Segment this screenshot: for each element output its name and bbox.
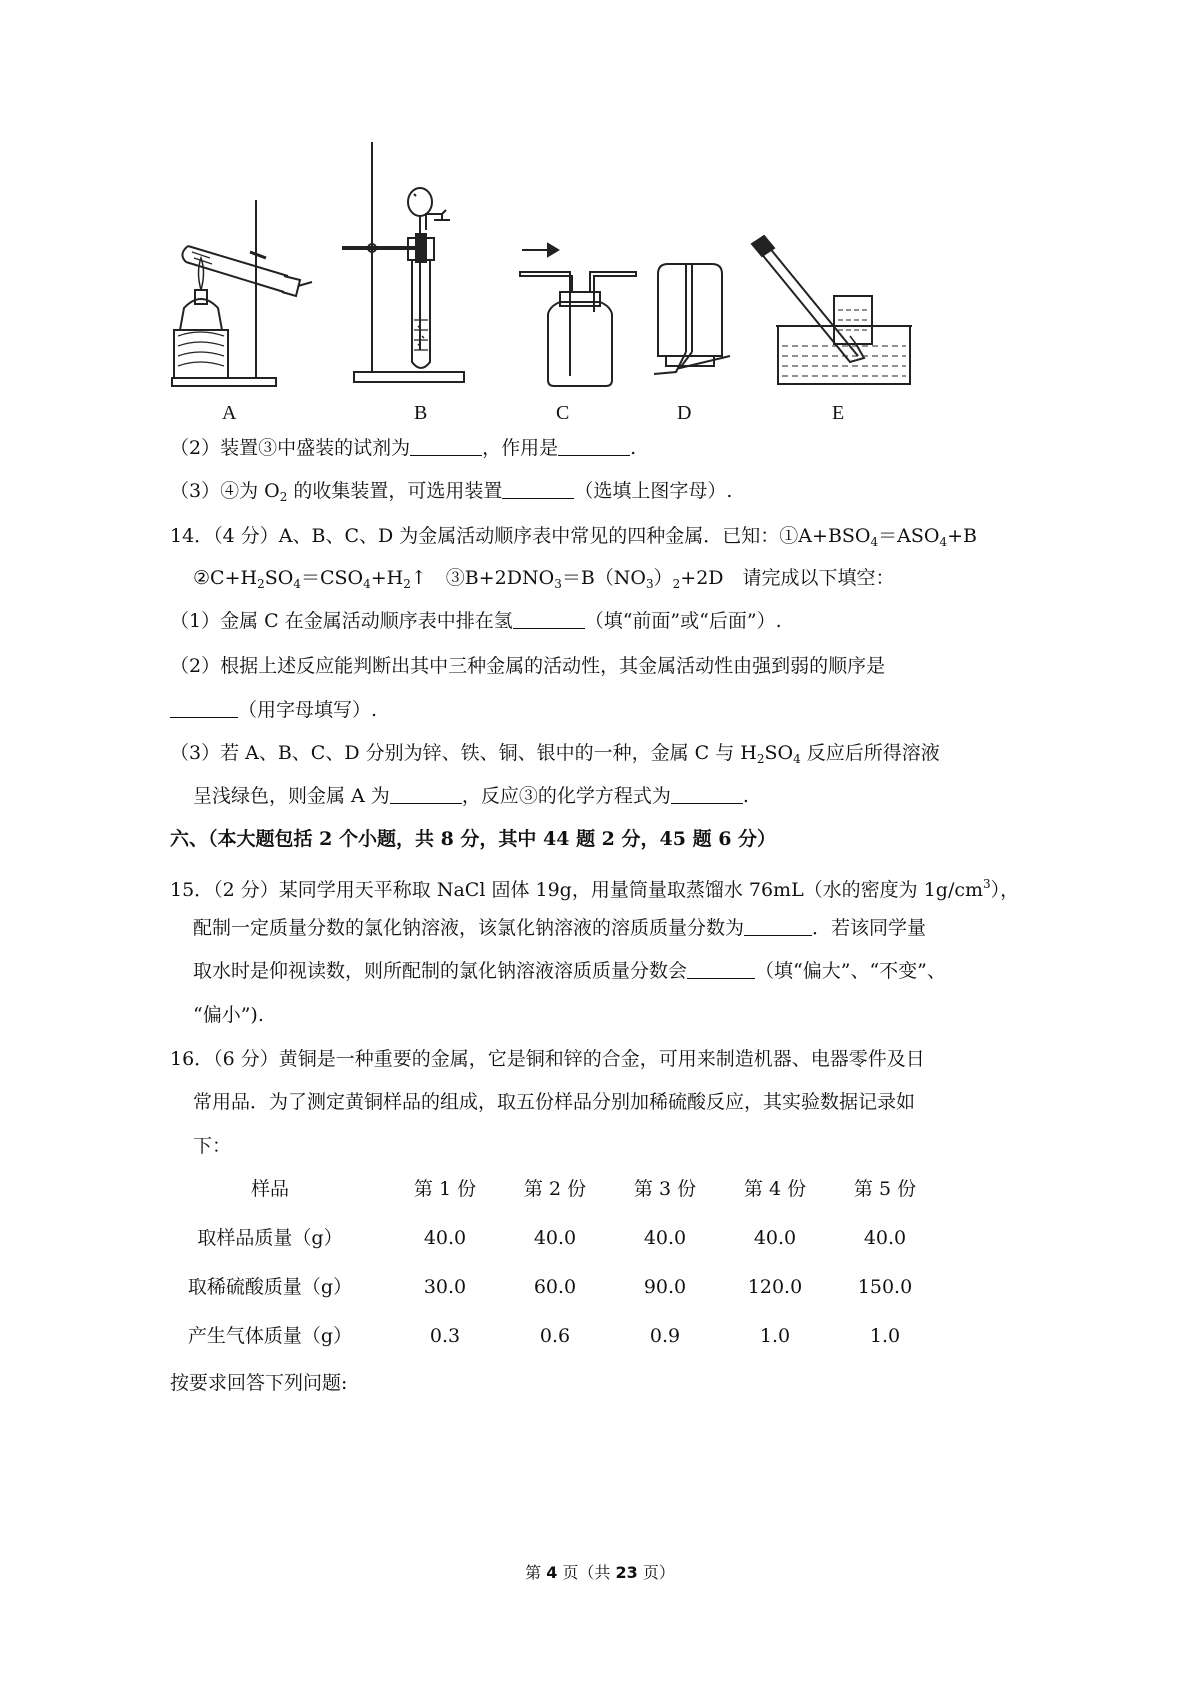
figure-label-d: D xyxy=(677,402,692,424)
table-row-label: 取稀硫酸质量（g） xyxy=(187,1276,353,1298)
table-cell: 60.0 xyxy=(533,1276,577,1298)
q14-part3-text: . xyxy=(742,785,749,807)
q13-part2-text-b: ，作用是 xyxy=(482,437,559,459)
footer-text: 页） xyxy=(637,1563,675,1582)
subscript: 2 xyxy=(672,577,681,591)
subscript: 4 xyxy=(939,535,948,549)
q14-part3-text: ，反应③的化学方程式为 xyxy=(461,785,671,807)
q15-text: ）， xyxy=(990,879,1020,901)
q16-line2: 常用品．为了测定黄铜样品的组成，取五份样品分别加稀硫酸反应，其实验数据记录如 xyxy=(193,1091,916,1113)
q14-text: +H xyxy=(370,567,404,589)
q14-part3-text: 反应后所得溶液 xyxy=(800,742,940,764)
table-cell: 1.0 xyxy=(869,1325,901,1347)
table-row xyxy=(185,1321,945,1351)
q13-part3-text-b: 的收集装置，可选用装置 xyxy=(287,480,503,502)
apparatus-e xyxy=(752,236,912,384)
q14-part1-text-b: （填“前面”或“后面”）. xyxy=(584,610,782,632)
subscript: 4 xyxy=(293,577,301,591)
table-header-cell: 第 2 份 xyxy=(523,1178,587,1200)
subscript: 4 xyxy=(793,752,801,766)
answer-blank[interactable] xyxy=(671,785,743,804)
q14-part3-cont xyxy=(193,783,749,809)
table-cell: 40.0 xyxy=(753,1227,797,1249)
answer-blank[interactable] xyxy=(170,699,238,718)
q16-line3: 下： xyxy=(193,1135,232,1157)
answer-blank[interactable] xyxy=(744,917,812,936)
q15-line1 xyxy=(170,871,1019,903)
page-footer xyxy=(0,1560,1200,1583)
subscript: 3 xyxy=(554,577,562,591)
answer-blank[interactable] xyxy=(410,437,482,456)
apparatus-drawing xyxy=(170,140,950,430)
table-row-label: 产生气体质量（g） xyxy=(187,1325,353,1347)
q14-text: ↑ ③B+2DNO xyxy=(410,567,555,589)
q14-text: +2D 请完成以下填空： xyxy=(680,567,895,589)
answer-blank[interactable] xyxy=(687,960,755,979)
table-header-cell: 第 1 份 xyxy=(413,1178,477,1200)
table-cell: 40.0 xyxy=(533,1227,577,1249)
q13-part2 xyxy=(170,435,636,461)
q13-part2-text-c: . xyxy=(630,437,637,459)
table-cell: 0.9 xyxy=(649,1325,681,1347)
q14-text: 14．（4 分）A、B、C、D 为金属活动顺序表中常见的四种金属．已知：①A+BSO xyxy=(170,525,871,547)
q15-text: 配制一定质量分数的氯化钠溶液，该氯化钠溶液的溶质质量分数为 xyxy=(193,917,745,939)
q14-part3-text: （3）若 A、B、C、D 分别为锌、铁、铜、银中的一种，金属 C 与 H xyxy=(170,742,757,764)
apparatus-c xyxy=(520,244,636,386)
page-total: 23 xyxy=(615,1563,638,1582)
q15-line2 xyxy=(193,915,926,941)
table-row xyxy=(185,1223,945,1253)
q14-part2-cont xyxy=(170,697,377,723)
table-header-cell: 第 3 份 xyxy=(633,1178,697,1200)
table-cell: 40.0 xyxy=(643,1227,687,1249)
subscript: 2 xyxy=(257,577,265,591)
subscript: 4 xyxy=(870,535,879,549)
apparatus-a xyxy=(172,200,312,386)
subscript: 2 xyxy=(756,752,765,766)
q14-part1-text: （1）金属 C 在金属活动顺序表中排在氢 xyxy=(170,610,513,632)
table-header-cell: 第 4 份 xyxy=(743,1178,807,1200)
q15-line3 xyxy=(193,958,946,984)
page-number: 4 xyxy=(546,1563,558,1582)
q14-text: ＝B（NO xyxy=(561,567,646,589)
table-row-label: 取样品质量（g） xyxy=(197,1227,343,1249)
q15-text: 15．（2 分）某同学用天平称取 NaCl 固体 19g，用量筒量取蒸馏水 76mL（水的密度为 1g/cm xyxy=(170,879,984,901)
answer-blank[interactable] xyxy=(390,785,462,804)
apparatus-d xyxy=(654,264,730,374)
q14-text: ②C+H xyxy=(193,567,258,589)
table-cell: 0.3 xyxy=(429,1325,461,1347)
q13-part3 xyxy=(170,478,732,510)
table-cell: 1.0 xyxy=(759,1325,791,1347)
apparatus-figure xyxy=(170,140,950,430)
table-row xyxy=(185,1272,945,1302)
table-cell: 40.0 xyxy=(863,1227,907,1249)
q14-text: ＝CSO xyxy=(300,567,364,589)
q14-stem-line1 xyxy=(170,523,977,555)
figure-label-c: C xyxy=(556,402,570,424)
q14-part2 xyxy=(170,653,885,679)
section-heading: 六、（本大题包括 2 个小题，共 8 分，其中 44 题 2 分，45 题 6 分） xyxy=(170,828,777,850)
q14-part3-text: 呈浅绿色，则金属 A 为 xyxy=(193,785,390,807)
figure-label-e: E xyxy=(832,402,845,424)
q14-text: ） xyxy=(653,567,673,589)
table-cell: 90.0 xyxy=(643,1276,687,1298)
q14-text: SO xyxy=(264,567,294,589)
q14-text: +B xyxy=(947,525,977,547)
table-cell: 150.0 xyxy=(857,1276,913,1298)
figure-label-b: B xyxy=(414,402,428,424)
subscript: 2 xyxy=(279,490,288,504)
q14-part1 xyxy=(170,608,782,634)
table-header-row xyxy=(185,1174,945,1204)
subscript: 3 xyxy=(646,577,654,591)
apparatus-b xyxy=(342,142,464,382)
q14-part3 xyxy=(170,740,940,772)
table-cell: 30.0 xyxy=(423,1276,467,1298)
q14-text: ＝ASO xyxy=(878,525,940,547)
q15-text: 取水时是仰视读数，则所配制的氯化钠溶液溶质质量分数会 xyxy=(193,960,688,982)
subscript: 2 xyxy=(403,577,411,591)
q13-part2-text: （2）装置③中盛装的试剂为 xyxy=(170,437,411,459)
q16-line1: 16．（6 分）黄铜是一种重要的金属，它是铜和锌的合金，可用来制造机器、电器零件及日 xyxy=(170,1048,925,1070)
answer-blank[interactable] xyxy=(558,437,630,456)
q15-text: ．若该同学量 xyxy=(812,917,927,939)
table-cell: 0.6 xyxy=(539,1325,571,1347)
q14-part3-text: SO xyxy=(764,742,794,764)
subscript: 4 xyxy=(363,577,371,591)
footer-text: 页（共 xyxy=(557,1563,616,1582)
q15-text: （填“偏大”、“不变”、 xyxy=(755,960,946,982)
table-header-cell: 样品 xyxy=(250,1178,289,1200)
table-cell: 120.0 xyxy=(747,1276,803,1298)
q14-stem-line2 xyxy=(193,565,895,597)
table-header-cell: 第 5 份 xyxy=(853,1178,917,1200)
q13-part3-text: （3）④为 O xyxy=(170,480,280,502)
answer-blank[interactable] xyxy=(502,480,574,499)
figure-label-a: A xyxy=(222,402,237,424)
q15-line4: “偏小”). xyxy=(193,1004,264,1026)
q16-instruction: 按要求回答下列问题: xyxy=(170,1372,348,1394)
q14-part2-text-b: （用字母填写）. xyxy=(238,699,378,721)
q14-part2-text: （2）根据上述反应能判断出其中三种金属的活动性，其金属活动性由强到弱的顺序是 xyxy=(170,655,886,677)
superscript: 3 xyxy=(983,877,991,891)
answer-blank[interactable] xyxy=(513,610,585,629)
q13-part3-text-c: （选填上图字母）. xyxy=(574,480,733,502)
table-cell: 40.0 xyxy=(423,1227,467,1249)
footer-text: 第 xyxy=(525,1563,547,1582)
